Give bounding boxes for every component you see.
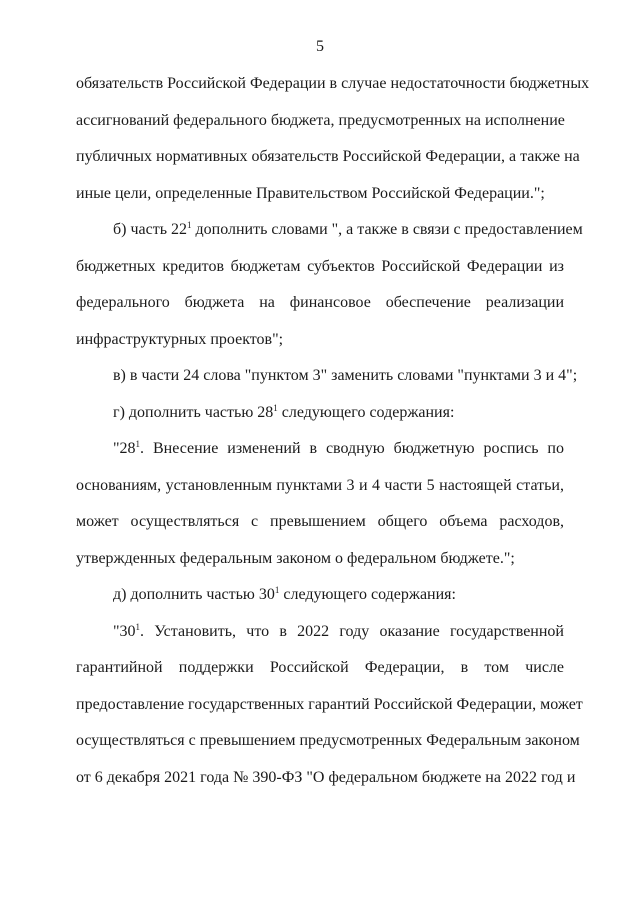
text-line-12: основаниям, установленным пунктами 3 и 4 части 5 настоящей статьи, [76, 476, 564, 494]
text-line-9: в) в части 24 слова "пунктом 3" заменить словами "пунктами 3 и 4"; [113, 367, 578, 384]
text-line-19: осуществляться с превышением предусмотренных Федеральным законом [76, 732, 580, 749]
text-line-1: обязательств Российской Федерации в случае недостаточности бюджетных [76, 75, 590, 92]
text-line-8: инфраструктурных проектов"; [76, 330, 284, 348]
text-line-6: бюджетных кредитов бюджетам субъектов Российской Федерации из [76, 257, 564, 275]
text-line-15: д) дополнить частью $30^1$ следующего содержания: [113, 585, 456, 603]
text-line-18: предоставление государственных гарантий Российской Федерации, может [76, 695, 583, 713]
text-line-4: иные цели, определенные Правительством Российской Федерации."; [76, 184, 545, 202]
text-line-10: г) дополнить частью $28^1$ следующего содержания: [113, 402, 455, 421]
text-line-16: "$30^1$. Установить, что в 2022 году оказание государственной [113, 621, 564, 640]
text-line-13: может осуществляться с превышением общего объема расходов, [76, 513, 564, 530]
text-line-11: "$28^1$. Внесение изменений в сводную бюджетную роспись по [113, 439, 564, 457]
text-line-14: утвержденных федеральным законом о федеральном бюджете."; [76, 549, 515, 567]
text-line-2: ассигнований федерального бюджета, предусмотренных на исполнение [76, 111, 565, 129]
page-number: 5 [316, 38, 324, 55]
text-line-5: б) часть $22^1$ дополнить словами ", а также в связи с предоставлением [113, 220, 583, 238]
text-line-17: гарантийной поддержки Российской Федерации, в том числе [76, 659, 564, 676]
text-line-7: федерального бюджета на финансовое обеспечение реализации [76, 294, 564, 311]
text-line-20: от 6 декабря 2021 года № 390-ФЗ "О федеральном бюджете на 2022 год и [76, 768, 576, 786]
text-line-3: публичных нормативных обязательств Российской Федерации, а также на [76, 148, 580, 165]
document-body [76, 66, 590, 796]
